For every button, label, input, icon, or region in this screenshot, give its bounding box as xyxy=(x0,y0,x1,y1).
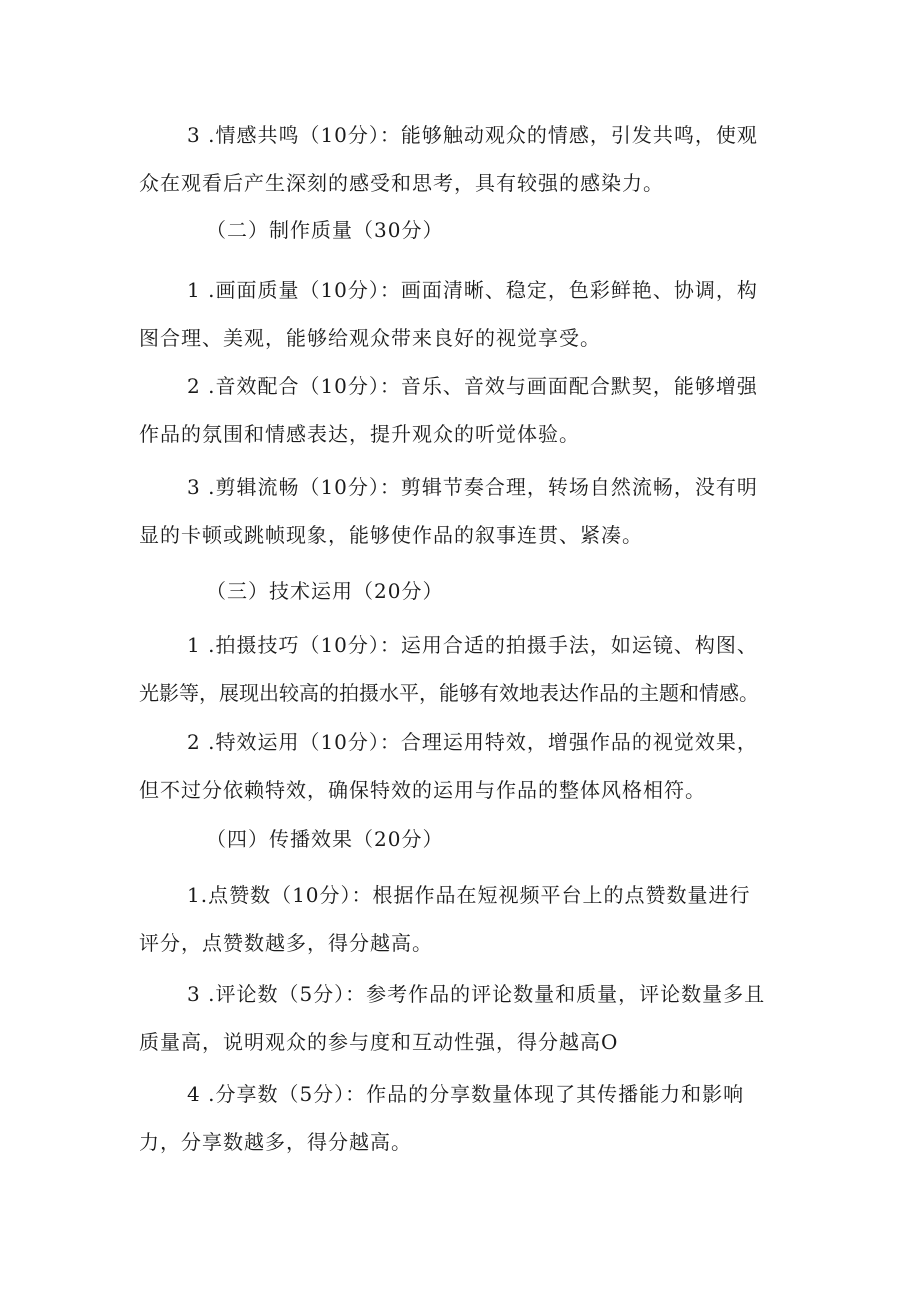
paragraph-line-1: 1 .画面质量（10分）：画面清晰、稳定，色彩鲜艳、协调，构 xyxy=(187,278,758,302)
paragraph-line-1: 4 .分享数（5分）：作品的分享数量体现了其传播能力和影响 xyxy=(187,1082,745,1106)
section-heading-technical-application: （三）技术运用（20分） xyxy=(206,579,444,603)
paragraph-line-2: 作品的氛围和情感表达，提升观众的听觉体验。 xyxy=(139,422,580,446)
section-heading-dissemination-effect: （四）传播效果（20分） xyxy=(206,827,444,851)
paragraph-line-1: 3 .情感共鸣（10分）：能够触动观众的情感，引发共鸣，使观 xyxy=(187,123,758,147)
paragraph-line-2: 质量高，说明观众的参与度和互动性强，得分越高O xyxy=(139,1030,619,1054)
paragraph-line-2: 众在观看后产生深刻的感受和思考，具有较强的感染力。 xyxy=(139,171,664,195)
paragraph-line-1: 2 .音效配合（10分）：音乐、音效与画面配合默契，能够增强 xyxy=(187,374,758,398)
paragraph-line-1: 1 .拍摄技巧（10分）：运用合适的拍摄手法，如运镜、构图、 xyxy=(187,633,758,657)
criterion-comments xyxy=(139,970,789,1066)
paragraph-line-1: 2 .特效运用（10分）：合理运用特效，增强作品的视觉效果， xyxy=(187,730,758,754)
criterion-editing-smoothness xyxy=(139,463,789,559)
paragraph-line-1: 3 .剪辑流畅（10分）：剪辑节奏合理，转场自然流畅，没有明 xyxy=(187,475,758,499)
criterion-image-quality xyxy=(139,266,789,362)
paragraph-line-1: 3 .评论数（5分）：参考作品的评论数量和质量，评论数量多且 xyxy=(187,982,766,1006)
paragraph-line-2: 但不过分依赖特效，确保特效的运用与作品的整体风格相符。 xyxy=(139,778,706,802)
criterion-shares xyxy=(139,1070,789,1166)
paragraph-line-2: 图合理、美观，能够给观众带来良好的视觉享受。 xyxy=(139,326,601,350)
section-heading-production-quality: （二）制作质量（30分） xyxy=(206,218,444,242)
criterion-shooting-skills xyxy=(139,621,789,717)
paragraph-line-2: 显的卡顿或跳帧现象，能够使作品的叙事连贯、紧凑。 xyxy=(139,523,643,547)
paragraph-line-2: 评分，点赞数越多，得分越高。 xyxy=(139,931,433,955)
criterion-sound-coordination xyxy=(139,362,789,458)
paragraph-line-2: 光影等，展现出较高的拍摄水平，能够有效地表达作品的主题和情感。 xyxy=(139,681,759,705)
criterion-special-effects xyxy=(139,718,789,814)
paragraph-line-2: 力，分享数越多，得分越高。 xyxy=(139,1130,412,1154)
paragraph-line-1: 1.点赞数（10分）：根据作品在短视频平台上的点赞数量进行 xyxy=(187,883,751,907)
criterion-emotional-resonance xyxy=(139,111,789,207)
criterion-likes xyxy=(139,871,789,967)
